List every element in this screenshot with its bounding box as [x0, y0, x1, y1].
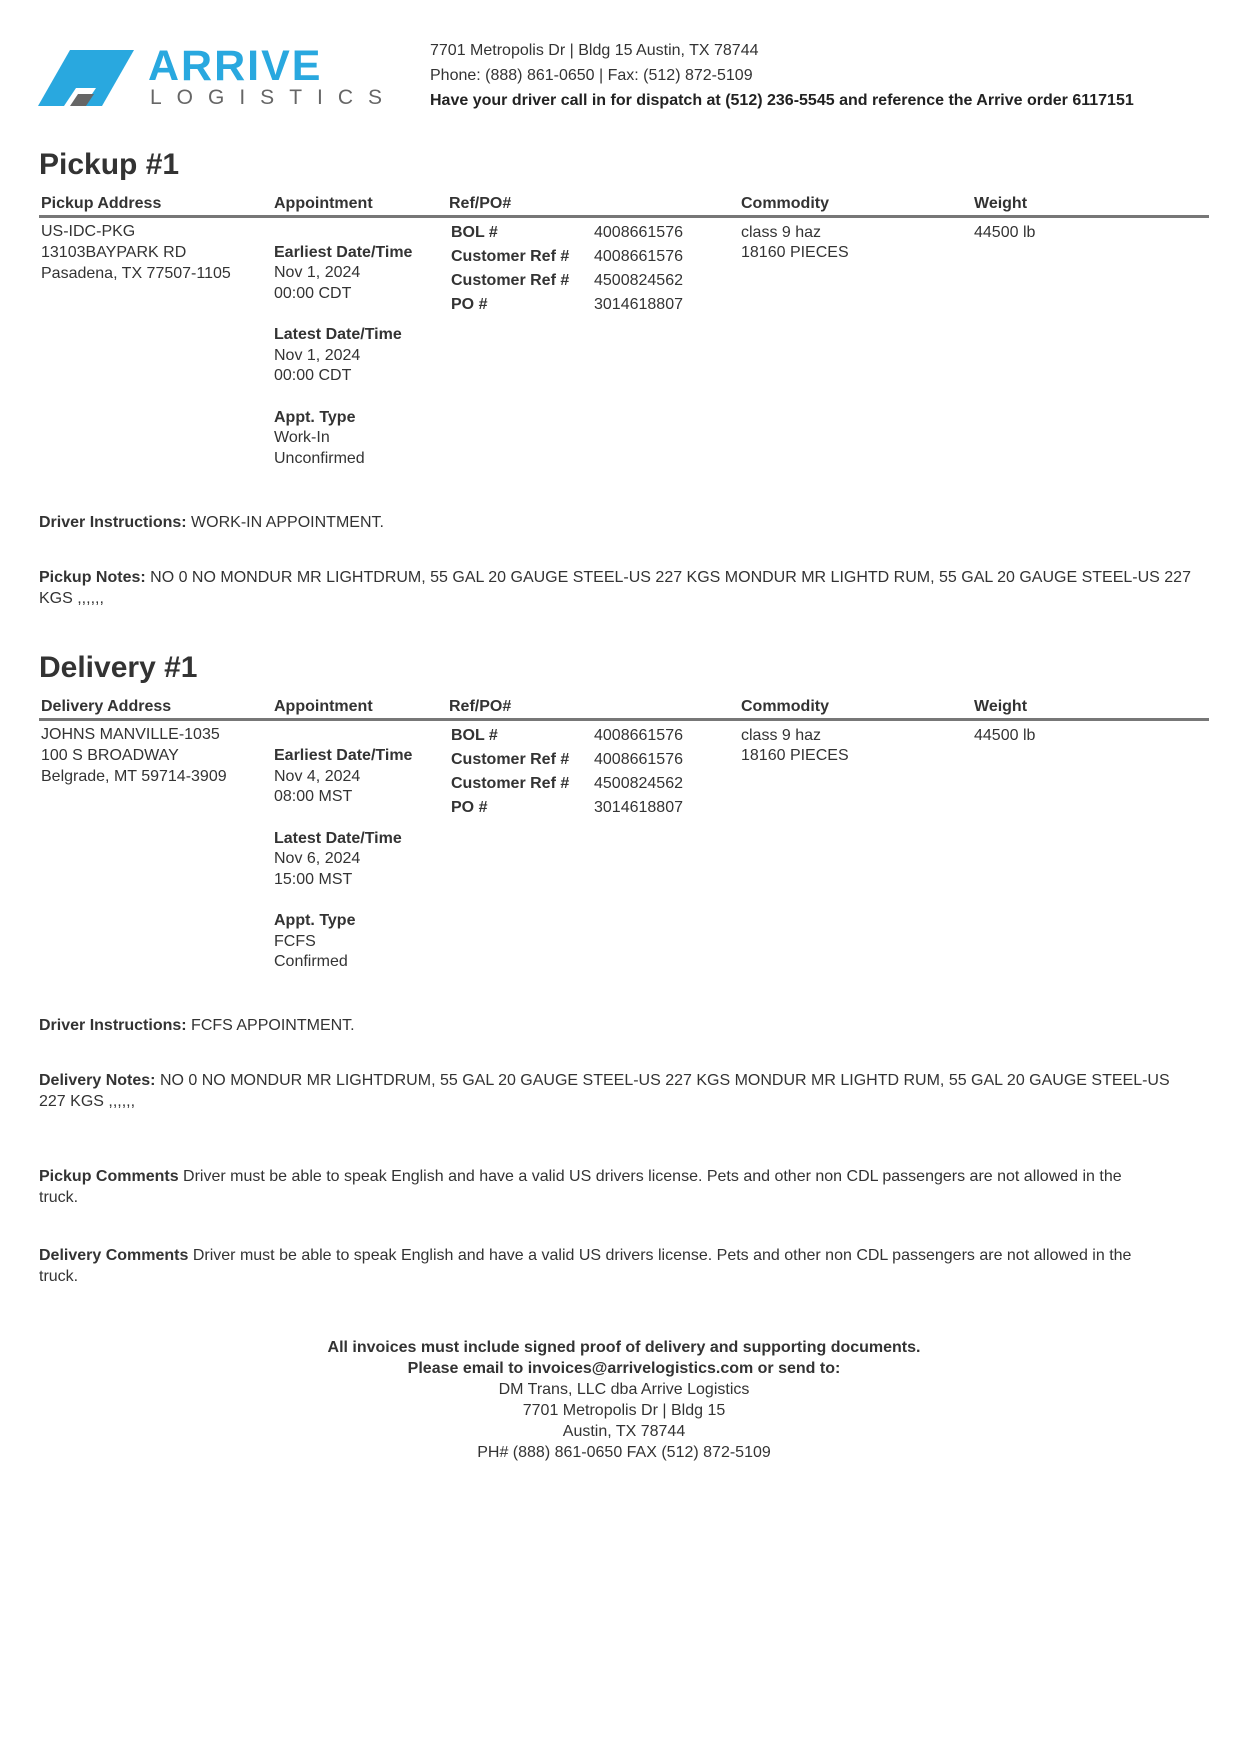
delivery-ref-value: 3014618807	[594, 799, 683, 816]
delivery-notes-text: 227 KGS ,,,,,,	[39, 1093, 136, 1110]
delivery-appt-type: FCFS	[274, 933, 316, 950]
pickup-weight-header: Weight	[974, 195, 1028, 212]
pickup-appt-type-label: Appt. Type	[274, 409, 356, 426]
footer-invoice-note: All invoices must include signed proof of delivery and supporting documents.	[327, 1339, 921, 1356]
arrive-logo-mark	[38, 44, 408, 106]
pickup-latest-time: 00:00 CDT	[274, 367, 352, 384]
delivery-notes-label: Delivery Notes:	[39, 1072, 156, 1089]
pickup-comments	[39, 1166, 1209, 1208]
delivery-title: Delivery #1	[39, 651, 198, 684]
delivery-comments	[39, 1245, 1209, 1287]
delivery-weight-header: Weight	[974, 698, 1028, 715]
pickup-ref-label: PO #	[451, 296, 488, 313]
logo-sub: LOGISTICS	[150, 86, 398, 106]
pickup-notes-label: Pickup Notes:	[39, 569, 146, 586]
pickup-ref-value: 4008661576	[594, 248, 683, 265]
delivery-commodity-line: 18160 PIECES	[741, 747, 849, 764]
delivery-address-line: Belgrade, MT 59714-3909	[41, 768, 227, 785]
delivery-header-rule	[39, 718, 1209, 721]
invoice-footer	[0, 1337, 1240, 1463]
delivery-earliest-time: 08:00 MST	[274, 788, 353, 805]
pickup-commodity-header: Commodity	[741, 195, 829, 212]
delivery-commodity-line: class 9 haz	[741, 727, 822, 744]
pickup-comments-text: truck.	[39, 1189, 79, 1206]
delivery-address-header: Delivery Address	[41, 698, 172, 715]
pickup-driver-instructions	[39, 512, 1209, 533]
delivery-notes	[39, 1070, 1209, 1112]
pickup-appt-type: Work-In	[274, 429, 330, 446]
delivery-ref-value: 4008661576	[594, 727, 683, 744]
delivery-weight: 44500 lb	[974, 727, 1036, 744]
delivery-appt-type-label: Appt. Type	[274, 912, 356, 929]
pickup-appt-status: Unconfirmed	[274, 450, 365, 467]
pickup-notes-text: KGS ,,,,,,	[39, 590, 104, 607]
delivery-notes-text: NO 0 NO MONDUR MR LIGHTDRUM, 55 GAL 20 GAUGE STEEL-US 227 KGS MONDUR MR LIGHTD RUM, 55 GAL 20 GAUGE STEEL-US	[159, 1072, 1170, 1089]
delivery-latest-time: 15:00 MST	[274, 871, 353, 888]
delivery-ref-label: BOL #	[451, 727, 498, 744]
pickup-weight: 44500 lb	[974, 224, 1036, 241]
footer-company: DM Trans, LLC dba Arrive Logistics	[498, 1381, 750, 1398]
pickup-title: Pickup #1	[39, 148, 180, 181]
delivery-appointment-header: Appointment	[274, 698, 373, 715]
delivery-comments-label: Delivery Comments	[39, 1247, 189, 1264]
pickup-ref-header: Ref/PO#	[449, 195, 512, 212]
delivery-ref-label: Customer Ref #	[451, 775, 570, 792]
company-address: 7701 Metropolis Dr | Bldg 15 Austin, TX 78744	[430, 42, 759, 59]
pickup-ref-value: 3014618807	[594, 296, 683, 313]
logo-word: ARRIVE	[148, 44, 323, 90]
pickup-driver-instructions-label: Driver Instructions:	[39, 514, 187, 531]
pickup-address-header: Pickup Address	[41, 195, 162, 212]
pickup-ref-value: 4008661576	[594, 224, 683, 241]
delivery-latest-date: Nov 6, 2024	[274, 850, 361, 867]
delivery-ref-label: PO #	[451, 799, 488, 816]
pickup-notes-text: NO 0 NO MONDUR MR LIGHTDRUM, 55 GAL 20 GAUGE STEEL-US 227 KGS MONDUR MR LIGHTD RUM, 55 GAL 20 GAUGE STEEL-US 227	[150, 569, 1191, 586]
footer-phone-fax: PH# (888) 861-0650 FAX (512) 872-5109	[477, 1444, 771, 1461]
delivery-latest-label: Latest Date/Time	[274, 830, 402, 847]
pickup-commodity-line: class 9 haz	[741, 224, 822, 241]
footer-email-note: Please email to invoices@arrivelogistics.com or send to:	[407, 1360, 841, 1377]
pickup-notes	[39, 567, 1209, 609]
pickup-earliest-time: 00:00 CDT	[274, 285, 352, 302]
pickup-ref-label: BOL #	[451, 224, 498, 241]
footer-street: 7701 Metropolis Dr | Bldg 15	[522, 1402, 726, 1419]
delivery-address-line: JOHNS MANVILLE-1035	[41, 726, 220, 743]
pickup-latest-date: Nov 1, 2024	[274, 347, 361, 364]
pickup-appointment-header: Appointment	[274, 195, 373, 212]
footer-city: Austin, TX 78744	[562, 1423, 686, 1440]
delivery-earliest-label: Earliest Date/Time	[274, 747, 413, 764]
delivery-comments-text: truck.	[39, 1268, 79, 1285]
delivery-address-line: 100 S BROADWAY	[41, 747, 179, 764]
pickup-commodity-line: 18160 PIECES	[741, 244, 849, 261]
pickup-comments-label: Pickup Comments	[39, 1168, 179, 1185]
pickup-address-line: 13103BAYPARK RD	[41, 244, 187, 261]
delivery-ref-label: Customer Ref #	[451, 751, 570, 768]
delivery-driver-instructions-label: Driver Instructions:	[39, 1017, 187, 1034]
delivery-ref-header: Ref/PO#	[449, 698, 512, 715]
delivery-commodity-header: Commodity	[741, 698, 829, 715]
delivery-driver-instructions-text: FCFS APPOINTMENT.	[191, 1017, 355, 1034]
delivery-driver-instructions	[39, 1015, 1209, 1036]
pickup-address-line: Pasadena, TX 77507-1105	[41, 265, 231, 282]
pickup-comments-text: Driver must be able to speak English and have a valid US drivers license. Pets and other non CDL passengers are not allowed in the	[183, 1168, 1122, 1185]
delivery-ref-value: 4500824562	[594, 775, 683, 792]
pickup-header-rule	[39, 215, 1209, 218]
pickup-ref-label: Customer Ref #	[451, 272, 570, 289]
pickup-earliest-date: Nov 1, 2024	[274, 264, 361, 281]
delivery-earliest-date: Nov 4, 2024	[274, 768, 361, 785]
pickup-ref-label: Customer Ref #	[451, 248, 570, 265]
pickup-address-line: US-IDC-PKG	[41, 223, 136, 240]
delivery-appt-status: Confirmed	[274, 953, 348, 970]
delivery-comments-text: Driver must be able to speak English and have a valid US drivers license. Pets and other non CDL passengers are not allowed in the	[192, 1247, 1132, 1264]
pickup-latest-label: Latest Date/Time	[274, 326, 402, 343]
pickup-driver-instructions-text: WORK-IN APPOINTMENT.	[191, 514, 384, 531]
company-phone: Phone: (888) 861-0650 | Fax: (512) 872-5109	[430, 67, 753, 84]
pickup-earliest-label: Earliest Date/Time	[274, 244, 413, 261]
pickup-ref-value: 4500824562	[594, 272, 683, 289]
delivery-ref-value: 4008661576	[594, 751, 683, 768]
dispatch-note: Have your driver call in for dispatch at (512) 236-5545 and reference the Arrive order 6117151	[430, 92, 1134, 109]
